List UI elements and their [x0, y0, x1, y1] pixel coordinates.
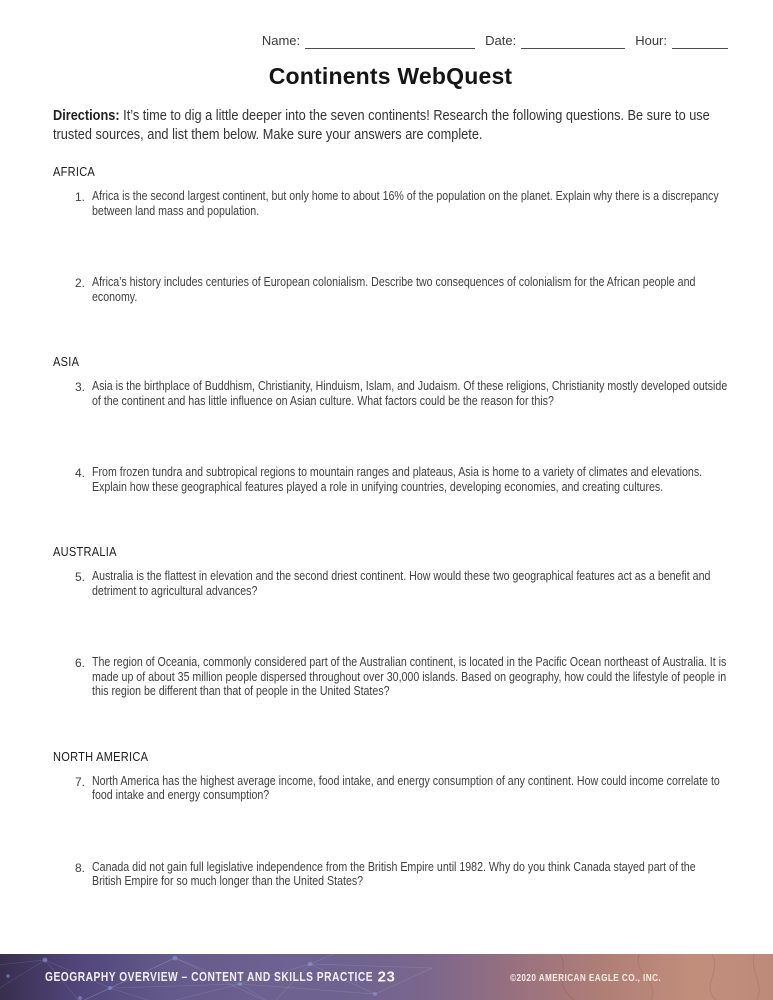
footer-band — [0, 954, 773, 1000]
directions-text: It’s time to dig a little deeper into the seven continents! Research the following questions. Be sure to use trusted sources, and list them below. Make sure your answers are complete. — [53, 107, 710, 143]
question-7-number: 7. — [75, 774, 86, 789]
question-8-number: 8. — [75, 860, 86, 875]
section-heading-asia: ASIA — [53, 354, 80, 369]
section-north-america — [53, 749, 728, 889]
question-3-number: 3. — [75, 380, 86, 394]
question-7 — [53, 774, 728, 803]
question-7-text: North America has the highest average income, food intake, and energy consumption of any continent. How could income correlate to food intake and energy consumption? — [92, 773, 720, 802]
section-heading-africa: AFRICA — [53, 164, 96, 179]
hour-blank — [672, 34, 728, 49]
question-3-text: Asia is the birthplace of Buddhism, Christianity, Hinduism, Islam, and Judaism. Of these religions, Christianity mostly developed outside of the continent and has little influence on Asian culture. What factors could be the reason for this? — [92, 379, 728, 408]
question-4-text: From frozen tundra and subtropical regions to mountain ranges and plateaus, Asia is home to a variety of climates and elevations. Explain how these geographical features played a role in unifying countries, developing economies, and creating cultures. — [92, 465, 703, 494]
section-heading-australia: AUSTRALIA — [53, 544, 117, 559]
question-4-number: 4. — [75, 466, 86, 480]
question-2 — [53, 275, 728, 304]
name-blank — [305, 34, 475, 49]
date-label: Date: — [485, 33, 517, 48]
section-africa — [53, 164, 728, 304]
section-australia — [53, 544, 728, 699]
question-5-number: 5. — [75, 570, 86, 584]
question-8-text: Canada did not gain full legislative independence from the British Empire until 1982. Why do you think Canada stayed part of the British Empire for so much longer than the United States? — [92, 859, 696, 888]
section-asia — [53, 354, 728, 494]
page-number: 23 — [377, 968, 396, 986]
date-blank — [521, 34, 625, 49]
question-1 — [53, 189, 728, 218]
question-3 — [53, 379, 728, 408]
question-1-number: 1. — [75, 190, 86, 204]
question-4 — [53, 465, 728, 494]
question-6-number: 6. — [75, 656, 86, 670]
header-fill-in-line — [53, 33, 728, 49]
name-label: Name: — [261, 33, 301, 48]
question-5 — [53, 569, 728, 598]
question-1-text: Africa is the second largest continent, but only home to about 16% of the population on the planet. Explain why there is a discrepancy between land mass and population. — [92, 189, 719, 218]
question-2-number: 2. — [75, 276, 86, 290]
question-2-text: Africa’s history includes centuries of European colonialism. Describe two consequences of colonialism for the African people and economy. — [92, 275, 696, 304]
directions — [53, 107, 728, 144]
question-8 — [53, 860, 728, 889]
hour-label: Hour: — [635, 33, 667, 48]
footer-series-title: GEOGRAPHY OVERVIEW – CONTENT AND SKILLS PRACTICE — [45, 970, 374, 984]
question-5-text: Australia is the flattest in elevation and the second driest continent. How would these two geographical features act as a benefit and detriment to agricultural advances? — [92, 569, 711, 598]
page-title: Continents WebQuest — [268, 63, 513, 89]
question-6-text: The region of Oceania, commonly considered part of the Australian continent, is located in the Pacific Ocean northeast of Australia. It is made up of about 35 million people dispersed throughout over 30,000 islands. Based on geography, how could the lifestyle of people in this region be different than that of people in the United States? — [92, 655, 727, 698]
footer-copyright: ©2020 AMERICAN EAGLE CO., INC. — [510, 973, 662, 984]
question-6 — [53, 655, 728, 699]
directions-label: Directions: — [53, 107, 120, 124]
section-heading-north-america: NORTH AMERICA — [53, 748, 149, 764]
